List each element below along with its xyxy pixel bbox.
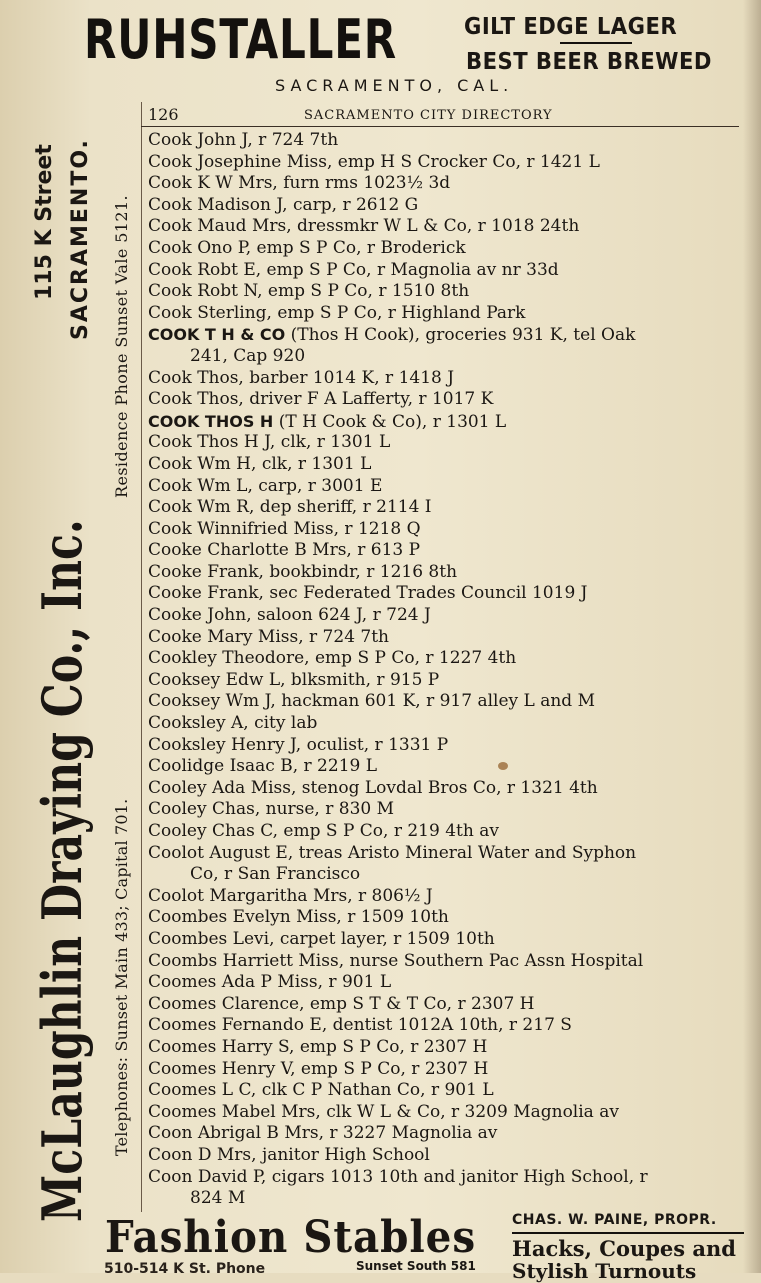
listing-details: Sterling, emp S P Co, r Highland Park	[197, 302, 526, 323]
listing-entry	[148, 994, 748, 1016]
listing-details: Co, r San Francisco	[190, 864, 361, 885]
listing-details: Mabel Mrs, clk W L & Co, r 3209 Magnolia av	[221, 1101, 619, 1122]
listing-surname: Cooksley	[148, 713, 226, 734]
listing-surname: Coomes	[148, 1058, 217, 1079]
listing-details: D Mrs, janitor High School	[197, 1144, 430, 1165]
listing-entry	[148, 411, 748, 433]
listing-surname: Cooke	[148, 561, 202, 582]
listing-details: Abrigal B Mrs, r 3227 Magnolia av	[197, 1123, 498, 1144]
listing-surname: Cook	[148, 302, 192, 323]
listing-details: Winnifried Miss, r 1218 Q	[197, 518, 421, 539]
listing-details: Chas C, emp S P Co, r 219 4th av	[212, 821, 499, 841]
listing-continuation	[148, 864, 748, 886]
listing-details: 241, Cap 920	[190, 345, 306, 366]
listing-surname: Coombes	[148, 907, 228, 928]
listing-details: Wm L, carp, r 3001 E	[197, 475, 383, 496]
listing-entry	[148, 843, 748, 865]
listing-details: (Thos H Cook), groceries 931 K, tel Oak	[290, 325, 636, 346]
listing-details: Thos, barber 1014 K, r 1418 J	[197, 367, 455, 388]
listing-details: Thos H J, clk, r 1301 L	[197, 432, 391, 453]
column-frame-line	[141, 102, 142, 1212]
listing-details: Margaritha Mrs, r 806½ J	[209, 885, 433, 906]
listing-details: Wm H, clk, r 1301 L	[197, 453, 372, 474]
listing-entry	[148, 929, 748, 951]
listing-continuation	[148, 1188, 748, 1210]
listing-continuation	[148, 346, 748, 368]
listing-surname: Coomes	[148, 993, 217, 1014]
listing-details: Frank, sec Federated Trades Council 1019 J	[207, 583, 588, 604]
listing-surname: Cooley	[148, 799, 207, 820]
listing-surname: Cooke	[148, 626, 202, 647]
listing-details: Isaac B, r 2219 L	[229, 756, 378, 777]
listing-details: Mary Miss, r 724 7th	[207, 626, 390, 647]
ad-slogan-line1: GILT EDGE LAGER	[464, 14, 678, 40]
listing-details: Edw L, blksmith, r 915 P	[225, 669, 440, 690]
listing-details: Theodore, emp S P Co, r 1227 4th	[222, 648, 517, 669]
listing-surname: COOK THOS H	[148, 411, 274, 431]
listing-surname: Cooley	[148, 777, 207, 798]
listing-entry	[148, 1123, 748, 1145]
ad-divider	[560, 42, 632, 44]
listing-surname: COOK T H & CO	[148, 325, 286, 345]
listing-surname: Cook	[148, 453, 192, 474]
listing-surname: Cook	[148, 130, 192, 150]
ad-brand: RUHSTALLER	[84, 8, 397, 71]
ad-city: SACRAMENTO, CAL.	[275, 76, 514, 95]
listing-surname: Coolidge	[148, 756, 225, 777]
listing-surname: Cooksley	[148, 734, 226, 755]
listing-details: Levi, carpet layer, r 1509 10th	[232, 928, 495, 949]
listing-entry	[148, 260, 748, 282]
listing-details: Wm R, dep sheriff, r 2114 I	[197, 497, 432, 518]
listing-details: Charlotte B Mrs, r 613 P	[207, 540, 421, 561]
listing-details: John, saloon 624 J, r 724 J	[207, 605, 431, 626]
listing-surname: Cooley	[148, 821, 207, 841]
listing-entry	[148, 756, 748, 778]
listing-entry	[148, 583, 748, 605]
listing-surname: Cook	[148, 237, 192, 258]
page-number: 126	[148, 105, 179, 124]
directory-listings	[148, 130, 748, 1210]
listing-entry	[148, 648, 748, 670]
listing-details: Ada Miss, stenog Lovdal Bros Co, r 1321 4th	[212, 777, 598, 798]
listing-details: Robt N, emp S P Co, r 1510 8th	[197, 281, 470, 302]
listing-details: David P, cigars 1013 10th and janitor High School, r	[197, 1166, 648, 1187]
bottom-ad-divider	[512, 1232, 744, 1234]
listing-surname: Coon	[148, 1166, 193, 1187]
listing-entry	[148, 1015, 748, 1037]
bottom-ad-name: Fashion Stables	[105, 1212, 477, 1263]
listing-details: Henry V, emp S P Co, r 2307 H	[221, 1058, 489, 1079]
listing-surname: Cooksey	[148, 669, 221, 690]
listing-details: Ada P Miss, r 901 L	[221, 972, 392, 993]
listing-entry	[148, 540, 748, 562]
listing-details: 824 M	[190, 1188, 246, 1209]
listing-details: Clarence, emp S T & T Co, r 2307 H	[221, 993, 535, 1014]
listing-surname: Cooksey	[148, 691, 221, 712]
listing-entry	[148, 216, 748, 238]
listing-details: Frank, bookbindr, r 1216 8th	[207, 561, 458, 582]
listing-entry	[148, 368, 748, 390]
listing-entry	[148, 173, 748, 195]
listing-entry	[148, 152, 748, 174]
listing-surname: Coomes	[148, 1080, 217, 1101]
listing-entry	[148, 454, 748, 476]
listing-entry	[148, 1102, 748, 1124]
listing-details: Madison J, carp, r 2612 G	[197, 194, 419, 215]
listing-surname: Coombes	[148, 928, 228, 949]
listing-details: Harriett Miss, nurse Southern Pac Assn Hospital	[222, 950, 644, 971]
listing-entry	[148, 476, 748, 498]
listing-surname: Cooke	[148, 605, 202, 626]
listing-details: Henry J, oculist, r 1331 P	[231, 734, 449, 755]
listing-entry	[148, 691, 748, 713]
listing-details: A, city lab	[231, 713, 318, 734]
listing-surname: Coomes	[148, 972, 217, 993]
listing-entry	[148, 497, 748, 519]
listing-details: Thos, driver F A Lafferty, r 1017 K	[197, 389, 494, 410]
side-ad-street: 115 K Street	[32, 144, 57, 300]
listing-surname: Cook	[148, 281, 192, 302]
listing-surname: Coon	[148, 1144, 193, 1165]
listing-entry	[148, 281, 748, 303]
listing-entry	[148, 713, 748, 735]
listing-surname: Coomes	[148, 1101, 217, 1122]
listing-surname: Cook	[148, 216, 192, 237]
listing-entry	[148, 432, 748, 454]
listing-entry	[148, 605, 748, 627]
bottom-ad-address: 510-514 K St. Phone	[104, 1261, 266, 1277]
listing-entry	[148, 562, 748, 584]
listing-surname: Coolot	[148, 842, 204, 863]
listing-surname: Cooke	[148, 583, 202, 604]
listing-details: Fernando E, dentist 1012A 10th, r 217 S	[221, 1015, 572, 1036]
side-ad-city: SACRAMENTO.	[68, 138, 93, 340]
bottom-ad-services-2: Stylish Turnouts	[512, 1259, 697, 1283]
listing-surname: Coon	[148, 1123, 193, 1144]
listing-entry	[148, 1167, 748, 1189]
listing-surname: Cook	[148, 389, 192, 410]
listing-entry	[148, 670, 748, 692]
listing-entry	[148, 303, 748, 325]
listing-entry	[148, 886, 748, 908]
side-ad-company: McLaughlin Draying Co., Inc.	[30, 519, 94, 1222]
listing-entry	[148, 1145, 748, 1167]
listing-details: Evelyn Miss, r 1509 10th	[232, 907, 449, 928]
listing-surname: Coombs	[148, 950, 218, 971]
listing-surname: Cook	[148, 151, 192, 172]
listing-entry	[148, 821, 748, 843]
listing-details: August E, treas Aristo Mineral Water and Syphon	[209, 842, 637, 863]
listing-entry	[148, 324, 748, 346]
listing-entry	[148, 799, 748, 821]
listing-entry	[148, 907, 748, 929]
listing-entry	[148, 519, 748, 541]
bottom-ad-proprietor: CHAS. W. PAINE, PROPR.	[512, 1212, 717, 1228]
listing-entry	[148, 130, 748, 152]
listing-entry	[148, 195, 748, 217]
listing-entry	[148, 1037, 748, 1059]
listing-details: K W Mrs, furn rms 1023½ 3d	[197, 173, 451, 194]
listing-details: Ono P, emp S P Co, r Broderick	[197, 237, 466, 258]
listing-surname: Coomes	[148, 1036, 217, 1057]
running-head: SACRAMENTO CITY DIRECTORY	[304, 108, 553, 123]
listing-surname: Cook	[148, 367, 192, 388]
listing-entry	[148, 951, 748, 973]
listing-surname: Cookley	[148, 648, 217, 669]
header-rule	[141, 126, 739, 127]
listing-entry	[148, 735, 748, 757]
bottom-ad-services: Hacks, Coupes and	[512, 1236, 736, 1261]
ad-slogan-line2: BEST BEER BREWED	[466, 49, 712, 75]
listing-details: Harry S, emp S P Co, r 2307 H	[221, 1036, 488, 1057]
listing-surname: Coomes	[148, 1015, 217, 1036]
listing-surname: Cook	[148, 432, 192, 453]
listing-entry	[148, 1059, 748, 1081]
listing-details: Josephine Miss, emp H S Crocker Co, r 1421 L	[197, 151, 600, 172]
bottom-ad-phone: Sunset South 581	[356, 1259, 476, 1273]
paper-stain	[498, 762, 508, 770]
listing-details: Maud Mrs, dressmkr W L & Co, r 1018 24th	[197, 216, 580, 237]
listing-entry	[148, 238, 748, 260]
listing-entry	[148, 627, 748, 649]
listing-entry	[148, 778, 748, 800]
listing-surname: Cook	[148, 259, 192, 280]
top-advertisement	[0, 0, 761, 100]
listing-entry	[148, 389, 748, 411]
listing-details: Chas, nurse, r 830 M	[212, 799, 395, 820]
listing-details: John J, r 724 7th	[197, 130, 339, 150]
listing-surname: Coolot	[148, 885, 204, 906]
listing-details: L C, clk C P Nathan Co, r 901 L	[221, 1080, 494, 1101]
listing-details: Robt E, emp S P Co, r Magnolia av nr 33d	[197, 259, 559, 280]
listing-surname: Cook	[148, 173, 192, 194]
listing-details: (T H Cook & Co), r 1301 L	[278, 411, 507, 432]
listing-surname: Cook	[148, 475, 192, 496]
listing-entry	[148, 972, 748, 994]
side-ad-residence-phone: Residence Phone Sunset Vale 5121.	[112, 194, 131, 498]
listing-surname: Cooke	[148, 540, 202, 561]
listing-surname: Cook	[148, 194, 192, 215]
listing-entry	[148, 1080, 748, 1102]
listing-surname: Cook	[148, 497, 192, 518]
side-ad-telephones: Telephones: Sunset Main 433; Capital 701.	[112, 798, 131, 1156]
listing-surname: Cook	[148, 518, 192, 539]
listing-details: Wm J, hackman 601 K, r 917 alley L and M	[225, 691, 596, 712]
